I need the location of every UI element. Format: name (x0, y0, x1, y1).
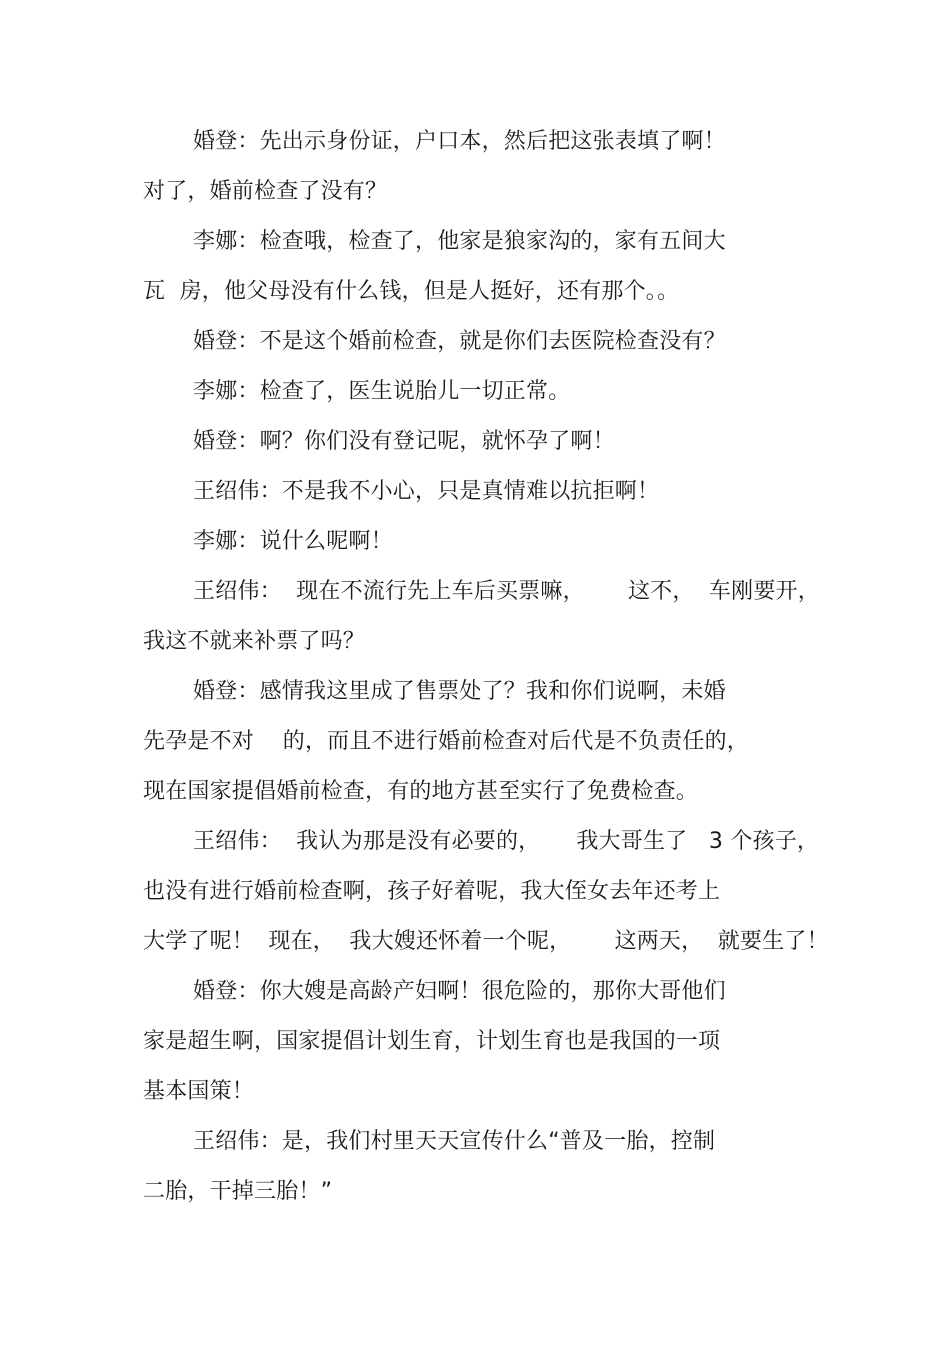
text-line: 婚登：不是这个婚前检查，就是你们去医院检查没有？ (193, 329, 726, 354)
text-line: 基本国策！ (143, 1079, 255, 1104)
text-line: 李娜：检查了，医生说胎儿一切正常。 (193, 379, 571, 404)
text-line: 瓦 房，他父母没有什么钱，但是人挺好，还有那个。。 (143, 279, 680, 304)
text-line: 李娜：检查哦，检查了，他家是狼家沟的，家有五间大 (193, 229, 726, 254)
text-line: 王绍伟： 现在不流行先上车后买票嘛， 这不， 车刚要开， (193, 579, 820, 604)
text-line: 现在国家提倡婚前检查，有的地方甚至实行了免费检查。 (143, 779, 699, 804)
text-line: 大学了呢！ 现在， 我大嫂还怀着一个呢， 这两天， 就要生了！ (143, 929, 829, 954)
text-line: 婚登：先出示身份证，户口本，然后把这张表填了啊！ (193, 129, 726, 154)
text-line: 李娜：说什么呢啊！ (193, 529, 393, 554)
text-line: 家是超生啊，国家提倡计划生育，计划生育也是我国的一项 (143, 1029, 721, 1054)
text-line: 婚登：感情我这里成了售票处了？我和你们说啊，未婚 (193, 679, 726, 704)
text-line: 婚登：你大嫂是高龄产妇啊！很危险的，那你大哥他们 (193, 979, 726, 1004)
text-line: 王绍伟：是，我们村里天天宣传什么“普及一胎，控制 (193, 1129, 716, 1154)
text-line: 先孕是不对 的，而且不进行婚前检查对后代是不负责任的， (143, 729, 749, 754)
text-line: 我这不就来补票了吗？ (143, 629, 366, 654)
text-line: 婚登：啊？你们没有登记呢，就怀孕了啊！ (193, 429, 615, 454)
text-line: 二胎，干掉三胎！” (143, 1179, 333, 1204)
text-line: 对了，婚前检查了没有？ (143, 179, 388, 204)
text-line: 王绍伟： 我认为那是没有必要的， 我大哥生了 3 个孩子， (193, 829, 820, 854)
text-line: 王绍伟：不是我不小心，只是真情难以抗拒啊！ (193, 479, 660, 504)
text-line: 也没有进行婚前检查啊，孩子好着呢，我大侄女去年还考上 (143, 879, 721, 904)
